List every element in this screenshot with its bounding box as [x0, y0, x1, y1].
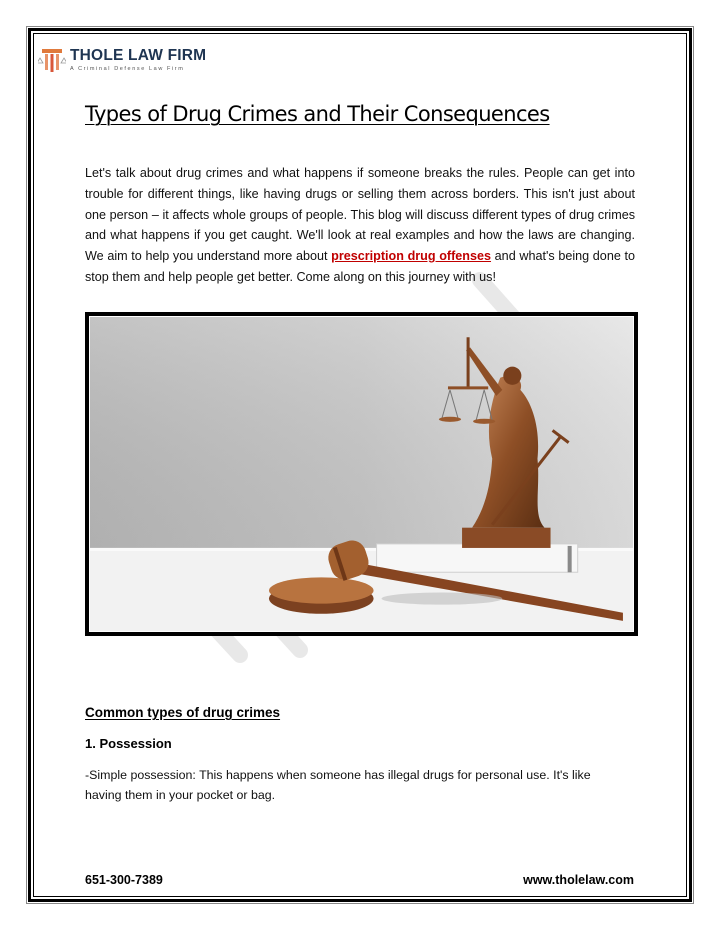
lady-justice-gavel-icon: [90, 317, 633, 631]
intro-text-start: Let's talk about drug crimes and what happens if someone breaks the rules. People can get into trouble for different things, like having drugs or selling them across borders. This isn't just about one person – it affects whole groups of people. This blog will discuss different types of drug crimes and what happens if you get caught. We'll look at real examples and how the laws are changing. We aim to help you understand more about: [85, 166, 635, 264]
intro-text-end: and what's being done to stop them and help people get better. Come along on this journey with us!: [85, 249, 635, 284]
firm-logo[interactable]: [38, 46, 206, 74]
subsection-heading-possession: 1. Possession: [85, 736, 172, 751]
footer-phone-number[interactable]: 651-300-7389: [85, 873, 163, 887]
hero-image: [89, 316, 634, 632]
hero-image-frame: [85, 312, 638, 636]
pillar-scales-icon: [38, 46, 66, 74]
firm-name: THOLE LAW FIRM: [70, 47, 207, 64]
page-title: Types of Drug Crimes and Their Consequences: [85, 102, 550, 126]
prescription-drug-offenses-link[interactable]: prescription drug offenses: [331, 249, 492, 264]
intro-paragraph: [85, 163, 635, 288]
possession-body-text: -Simple possession: This happens when someone has illegal drugs for personal use. It's like having them in your pocket or bag.: [85, 768, 591, 802]
footer-website-link[interactable]: www.tholelaw.com: [523, 873, 634, 887]
section-heading: Common types of drug crimes: [85, 705, 281, 720]
firm-tagline: A Criminal Defense Law Firm: [70, 66, 185, 72]
